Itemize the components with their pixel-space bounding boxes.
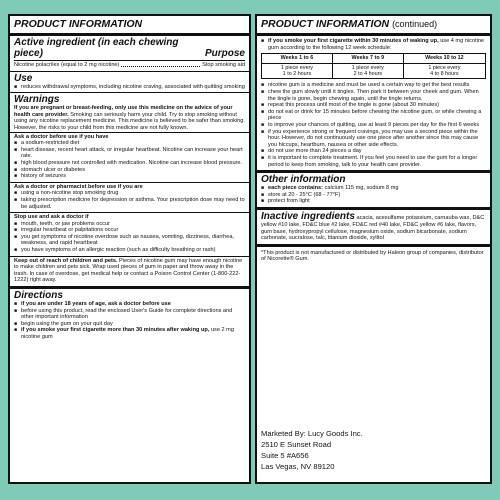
cell-line: 1 piece every [428,64,461,71]
other-bold: each piece contains: [268,185,324,192]
purpose-text: Stop smoking aid [202,62,245,68]
address-line: Suite 5 #A656 [261,451,309,460]
table-cell [403,63,485,79]
cell-line: 1 to 2 hours [282,71,312,77]
active-ingredient-heading: Active ingredient (in each chewing piece) [14,37,179,59]
direction-text: use 4 mg nicotine gum according to the following 12 week schedule: [268,38,485,51]
active-ingredient-section [10,36,249,72]
other-info-heading: Other information [261,174,346,186]
inactive-ingredients [261,211,486,242]
use-heading: Use [14,72,33,84]
other-text: protect from light [268,198,310,205]
leader-dots [121,66,200,67]
left-panel [8,14,251,484]
list-item: ■ mouth, teeth, or jaw problems occur [14,221,245,228]
list-item: ■ do not eat or drink for 15 minutes before chewing the nicotine gum, or while chewing a piece [261,109,486,122]
direction-bold: if you are under 18 years of age, ask a doctor before use [21,301,171,308]
inactive-ingredients-section [257,210,490,247]
directions-heading: Directions [14,290,63,302]
list-item [14,327,245,340]
direction-bold: if you smoke your first cigarette within 30 minutes of waking up, [268,38,439,44]
left-panel-title: PRODUCT INFORMATION [10,16,249,36]
direction-text: begin using the gum on your quit day [21,320,113,327]
list-item [14,301,245,308]
direction-bold: if you smoke your first cigarette more than 30 minutes after waking up, [21,327,210,334]
keep-out-section [10,257,249,289]
direction-text: before using this product, read the enclosed User's Guide for complete directions and other important information [21,307,233,321]
directions-section [10,289,249,343]
list-item: ■ nicotine gum is a medicine and must be used a certain way to get the best results [261,82,486,89]
list-item [261,198,486,205]
direction-text: use 2 mg nicotine gum [21,327,234,340]
keep-out-bold: Keep out of reach of children and pets. [14,257,118,264]
footnote: *This product is not manufactured or distributed by Haleon group of companies, distributor of Nicorette® Gum. [261,249,484,263]
list-item: ■ if you experience strong or frequent cravings, you may use a second piece within the hour. However, do not continuously use one piece after another since this may cause you hiccups, heartburn, nausea or other side effects. [261,129,486,149]
pregnancy-warning-text: Smoking can seriously harm your child. Try to stop smoking without using any nicotine replacement medicine. This medicine is believed to be safer than smoking. However, the risks to your child from this medicine are not fully known. [14,111,245,131]
list-item [261,192,486,199]
list-item: ■ do not use more than 24 pieces a day [261,148,486,155]
right-panel-title [257,16,490,36]
list-item [261,38,486,51]
dosing-schedule-table [261,53,486,79]
list-item [14,308,245,321]
list-item [261,185,486,192]
list-item: ■ high blood pressure not controlled with medication. Nicotine can increase blood pressure. [14,160,245,167]
marketed-by-line: Marketed By: Lucy Goods Inc. [261,429,363,438]
list-item: ■ you get symptoms of nicotine overdose such as nausea, vomiting, dizziness, diarrhea, weakness, and rapid heartbeat [14,234,245,247]
ask-doctor-heading: Ask a doctor before use if you have [14,133,109,140]
directions-continued [257,36,490,170]
ask-doctor-section [10,132,249,183]
keep-out-text: Pieces of nicotine gum may have enough nicotine to make children and pets sick. Wrap used pieces of gum in paper and throw away in the trash. In case of overdose, get medical help or contact a Poison Control Center (1-800-222-1222) right away. [14,257,243,284]
right-panel [255,14,492,484]
right-title-text: PRODUCT INFORMATION [261,18,390,30]
table-header: Weeks 1 to 6 [262,54,333,63]
address-line: 2510 E Sunset Road [261,440,332,449]
continued-label: (continued) [392,19,438,29]
warnings-heading: Warnings [14,94,60,106]
ask-pharmacist-heading: Ask a doctor or pharmacist before use if you are [14,183,143,190]
list-item: ■ heart disease, recent heart attack, or irregular heartbeat. Nicotine can increase your heart rate. [14,147,245,160]
table-cell [262,63,333,79]
pregnancy-warning-bold: If you are pregnant or breast-feeding, only use this medicine on the advice of your health care provider. [14,105,233,118]
list-item: ■ stomach ulcer or diabetes [14,167,245,174]
active-ingredient-text: Nicotine polacrilex (equal to 2 mg nicotine) [14,62,120,68]
list-item: ■ a sodium-restricted diet [14,140,245,147]
purpose-heading: Purpose [204,48,245,59]
keep-out-warning [14,258,245,284]
address-line: Las Vegas, NV 89120 [261,462,335,471]
inactive-heading: Inactive ingredients [261,210,355,222]
table-header: Weeks 7 to 9 [332,54,403,63]
list-item: ■ repeat this process until most of the tingle is gone (about 30 minutes) [261,102,486,109]
list-item: ■ irregular heartbeat or palpitations occur [14,227,245,234]
use-section [10,72,249,94]
list-item: ■ to improve your chances of quitting, use at least 9 pieces per day for the first 6 weeks [261,122,486,129]
list-item: ■ using a non-nicotine stop smoking drug [14,190,245,197]
cell-line: 2 to 4 hours [353,71,383,77]
other-text: calcium 115 mg, sodium 8 mg [323,185,399,192]
list-item: ■ it is important to complete treatment. If you feel you need to use the gum for a longer period to keep from smoking, talk to your health care provider. [261,155,486,168]
marketed-by-block [261,428,363,472]
table-cell [332,63,403,79]
warnings-section [10,93,249,131]
use-item: ■ reduces withdrawal symptoms, including nicotine craving, associated with quitting smoking [14,84,245,91]
other-text: store at 20 - 25°C (68 - 77°F) [268,191,341,198]
inactive-text: acacia, acesulfame potassium, carnauba wax, D&C yellow #10 lake, FD&C blue #2 lake, FD&C red #40 lake, FD&C yellow #6 lake, flavors, gum base, hydroxypropyl cellulose, magnesium oxide, sodium bicarbonate, sodium carbonate, sucralose, talc, titanium dioxide, xylitol [261,214,485,242]
pregnancy-warning [14,105,245,131]
table-header: Weeks 10 to 12 [403,54,485,63]
list-item: ■ history of seizures [14,173,245,180]
list-item: ■ chew the gum slowly until it tingles. Then park it between your cheek and gum. When the tingle is gone, begin chewing again, until the tingle returns. [261,89,486,102]
other-information-section [257,170,490,210]
stop-use-section [10,213,249,257]
ask-pharmacist-section [10,183,249,213]
cell-line: 4 to 8 hours [430,71,459,77]
stop-use-heading: Stop use and ask a doctor if [14,214,89,221]
cell-line: 1 piece every [351,64,384,71]
list-item: ■ you have symptoms of an allergic reaction (such as difficulty breathing or rash) [14,247,245,254]
cell-line: 1 piece every [280,64,313,71]
list-item: ■ taking prescription medicine for depression or asthma. Your prescription dose may need to be adjusted. [14,197,245,210]
list-item [14,321,245,328]
